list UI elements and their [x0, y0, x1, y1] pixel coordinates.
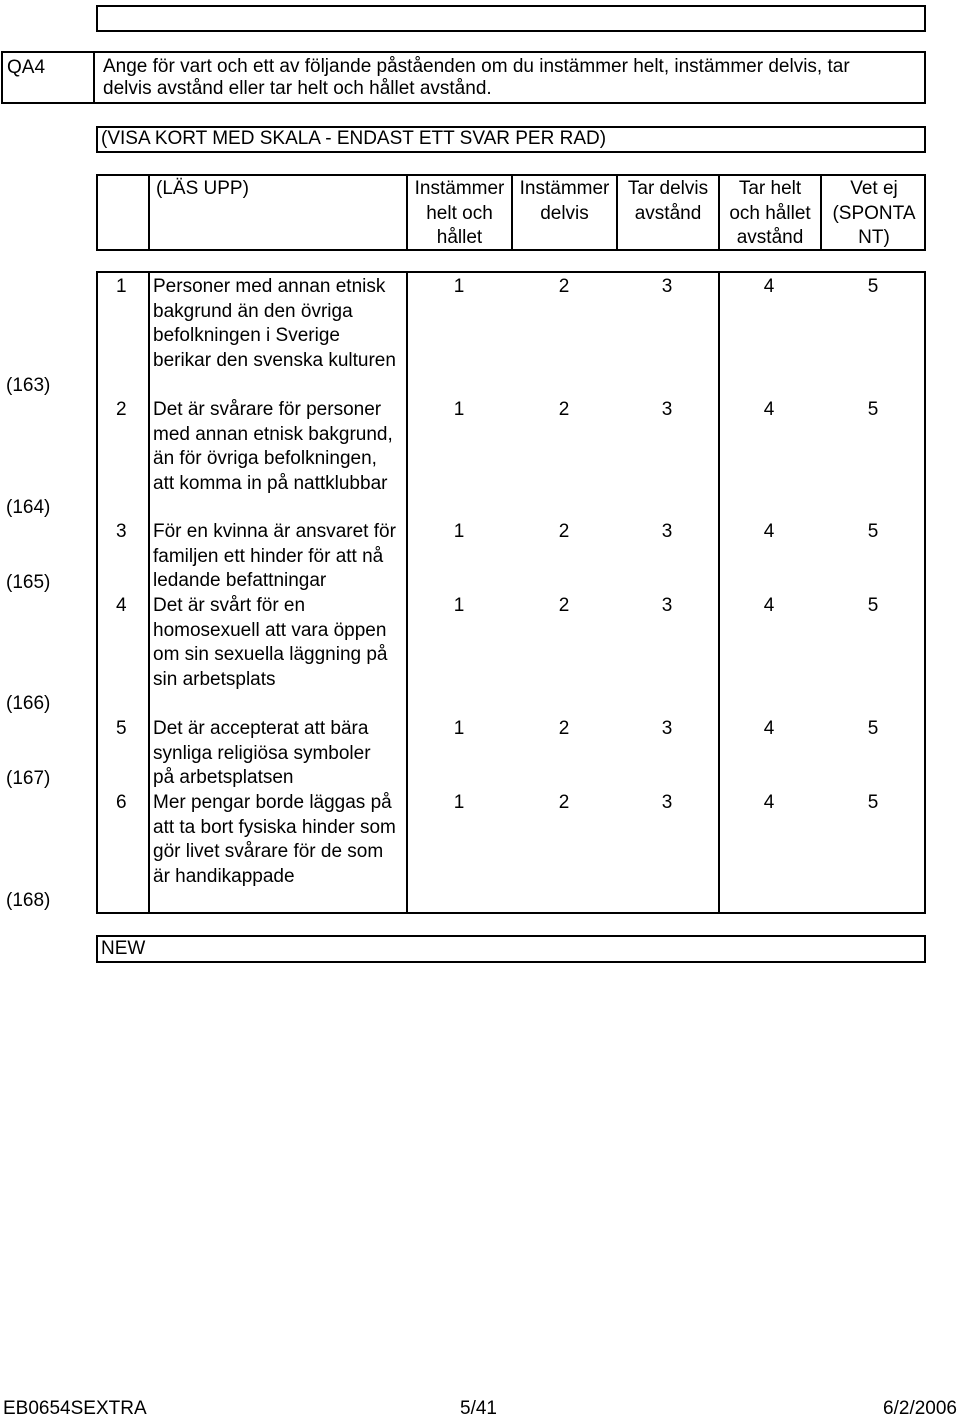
scale-option-5[interactable]: 5 — [867, 399, 879, 420]
item-code: (165) — [6, 572, 51, 593]
question-text: Ange för vart och ett av följande påståenden om du instämmer helt, instämmer delvis, tar delvis avstånd eller tar helt och hållet avstånd. — [103, 56, 850, 99]
items-divider — [148, 271, 150, 914]
scale-option-2[interactable]: 2 — [558, 792, 570, 813]
scale-option-1[interactable]: 1 — [453, 276, 465, 297]
scale-option-1[interactable]: 1 — [453, 792, 465, 813]
scale-option-2[interactable]: 2 — [558, 595, 570, 616]
scale-option-4[interactable]: 4 — [763, 792, 775, 813]
scale-option-2[interactable]: 2 — [558, 718, 570, 739]
footer-date: 6/2/2006 — [883, 1398, 957, 1419]
scale-option-5[interactable]: 5 — [867, 521, 879, 542]
scale-option-3[interactable]: 3 — [661, 595, 673, 616]
scale-option-2[interactable]: 2 — [558, 276, 570, 297]
column-header: Tar delvis avstånd — [627, 178, 709, 224]
item-code: (166) — [6, 693, 51, 714]
column-header: Tar helt och hållet avstånd — [729, 178, 811, 248]
new-label: NEW — [101, 938, 146, 959]
statement-number: 4 — [116, 595, 127, 616]
statement-number: 3 — [116, 521, 127, 542]
scale-option-5[interactable]: 5 — [867, 718, 879, 739]
item-code: (167) — [6, 768, 51, 789]
statement-text: Det är svårare för personer med annan etnisk bakgrund, än för övriga befolkningen, att komma in på nattklubbar — [153, 399, 393, 494]
scale-option-5[interactable]: 5 — [867, 276, 879, 297]
scale-option-3[interactable]: 3 — [661, 718, 673, 739]
statement-text: Mer pengar borde läggas på att ta bort fysiska hinder som gör livet svårare för de som är handikappade — [153, 792, 396, 887]
scale-option-1[interactable]: 1 — [453, 399, 465, 420]
items-divider — [718, 271, 720, 914]
column-header: Vet ej (SPONTA NT) — [832, 178, 916, 248]
new-box — [96, 935, 926, 963]
statement-text: För en kvinna är ansvaret för familjen ett hinder för att nå ledande befattningar — [153, 521, 396, 591]
scale-option-5[interactable]: 5 — [867, 792, 879, 813]
column-header: Instämmer delvis — [519, 178, 610, 224]
statement-number: 6 — [116, 792, 127, 813]
scale-option-5[interactable]: 5 — [867, 595, 879, 616]
scale-option-4[interactable]: 4 — [763, 595, 775, 616]
scale-option-4[interactable]: 4 — [763, 276, 775, 297]
scale-option-3[interactable]: 3 — [661, 399, 673, 420]
scale-option-4[interactable]: 4 — [763, 521, 775, 542]
statement-text: Det är svårt för en homosexuell att vara öppen om sin sexuella läggning på sin arbetsplats — [153, 595, 388, 690]
statement-number: 5 — [116, 718, 127, 739]
scale-option-3[interactable]: 3 — [661, 521, 673, 542]
scale-option-4[interactable]: 4 — [763, 718, 775, 739]
column-header: Instämmer helt och hållet — [414, 178, 505, 248]
scale-option-1[interactable]: 1 — [453, 718, 465, 739]
statement-number: 1 — [116, 276, 127, 297]
statement-text: Det är accepterat att bära synliga religiösa symboler på arbetsplatsen — [153, 718, 371, 788]
item-code: (164) — [6, 497, 51, 518]
footer-page-number: 5/41 — [460, 1398, 497, 1419]
statement-number: 2 — [116, 399, 127, 420]
header-divider — [148, 174, 150, 251]
top-blank-box — [96, 5, 926, 32]
scale-option-4[interactable]: 4 — [763, 399, 775, 420]
item-code: (163) — [6, 375, 51, 396]
footer-document-id: EB0654SEXTRA — [3, 1398, 147, 1419]
scale-option-1[interactable]: 1 — [453, 521, 465, 542]
scale-option-3[interactable]: 3 — [661, 792, 673, 813]
item-code: (168) — [6, 890, 51, 911]
instruction-text: (VISA KORT MED SKALA - ENDAST ETT SVAR PER RAD) — [101, 128, 607, 149]
scale-option-1[interactable]: 1 — [453, 595, 465, 616]
scale-option-2[interactable]: 2 — [558, 521, 570, 542]
statement-text: Personer med annan etnisk bakgrund än den övriga befolkningen i Sverige berikar den svenska kulturen — [153, 276, 396, 371]
scale-option-2[interactable]: 2 — [558, 399, 570, 420]
read-aloud-label: (LÄS UPP) — [156, 178, 249, 199]
question-code: QA4 — [7, 57, 46, 78]
scale-option-3[interactable]: 3 — [661, 276, 673, 297]
